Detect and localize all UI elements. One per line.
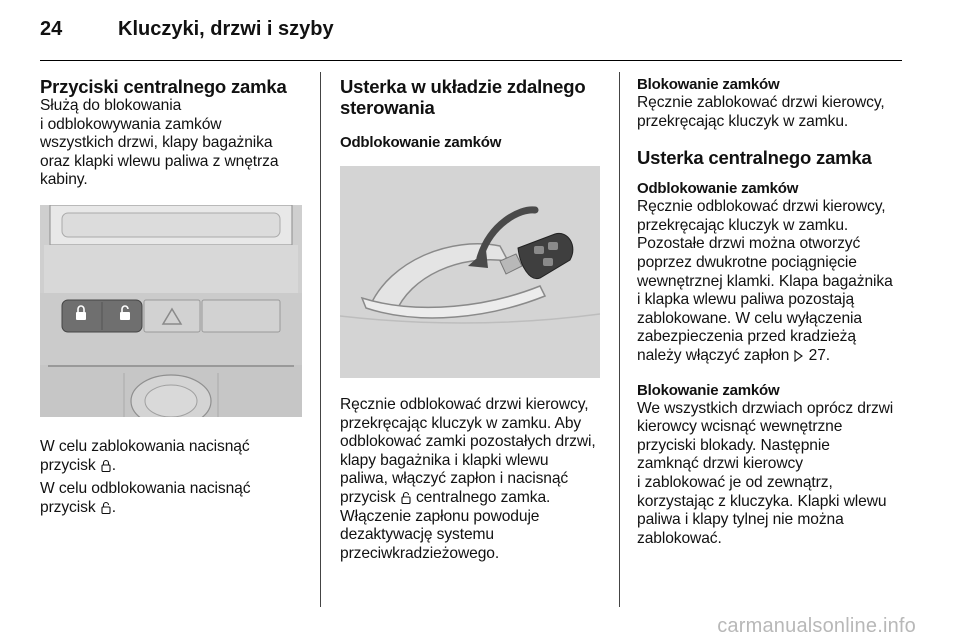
header-rule	[40, 60, 902, 61]
key-in-door-lock-illustration	[340, 166, 600, 378]
lock-open-icon	[101, 501, 111, 514]
page-reference-link[interactable]: 27.	[808, 346, 831, 364]
column-1	[40, 76, 308, 517]
unlock-instruction: W celu odblokowania nacisnąć przycisk .	[40, 480, 251, 516]
central-lock-lock-paragraph: We wszystkich drzwiach oprócz drzwi kierowcy wcisnąć wewnętrzne przyciski blokady. Następnie zamknąć drzwi kierowcy i zablokować je od zewnątrz, korzystając z kluczyka. Klapki wlewu paliwa i klapy tylnej nie można zablokować.	[637, 399, 894, 547]
dashboard-lock-buttons-illustration	[40, 205, 302, 417]
manual-lock-paragraph: Ręcznie zablokować drzwi kierowcy, przekręcając kluczyk w zamku.	[637, 94, 885, 130]
watermark: carmanualsonline.info	[717, 615, 916, 637]
section-heading: Przyciski centralnego zamka	[40, 76, 287, 97]
lock-open-icon	[401, 491, 411, 504]
lock-instruction: W celu zablokowania nacisnąć przycisk .	[40, 437, 250, 474]
intro-paragraph: Służą do blokowania i odblokowywania zamków wszystkich drzwi, klapy bagażnika oraz klapki wlewu paliwa z wnętrza kabiny.	[40, 97, 279, 189]
subheading: Odblokowanie zamków	[637, 180, 799, 198]
key-in-door-lock-drawing	[340, 166, 600, 378]
section-heading: Usterka centralnego zamka	[637, 147, 872, 169]
page-header	[40, 18, 334, 48]
subheading: Blokowanie zamków	[637, 76, 780, 93]
column-separator	[619, 72, 620, 607]
column-separator	[320, 72, 321, 607]
manual-unlock-paragraph: Ręcznie odblokować drzwi kierowcy, przekręcając kluczyk w zamku. Aby odblokować zamki pozostałych drzwi, klapy bagażnika i klapki wlewu paliwa, włączyć zapłon i nacisnąć przycisk centralnego zamka. Włączenie zapłonu powoduje dezaktywację systemu przeciwkradzieżowego.	[340, 396, 596, 562]
chapter-title: Kluczyki, drzwi i szyby	[118, 18, 334, 40]
dashboard-lock-buttons-drawing	[40, 205, 302, 417]
lock-closed-icon	[101, 459, 111, 472]
page-number: 24	[40, 18, 63, 40]
subheading: Blokowanie zamków	[637, 381, 780, 399]
column-2	[340, 76, 608, 563]
page-reference-arrow-icon	[794, 350, 803, 362]
subheading: Odblokowanie zamków	[340, 134, 502, 151]
central-lock-unlock-paragraph: Ręcznie odblokować drzwi kierowcy, przekręcając kluczyk w zamku. Pozostałe drzwi można otworzyć poprzez dwukrotne pociągnięcie wewnętrznej klamki. Klapa bagażnika i klapka wlewu paliwa pozostają zablokowane. W celu wyłączenia zabezpieczenia przed kradzieżą należy włączyć zapłon 27.	[637, 198, 893, 364]
section-heading: Usterka w układzie zdalnego sterowania	[340, 76, 586, 118]
column-3	[637, 76, 907, 548]
